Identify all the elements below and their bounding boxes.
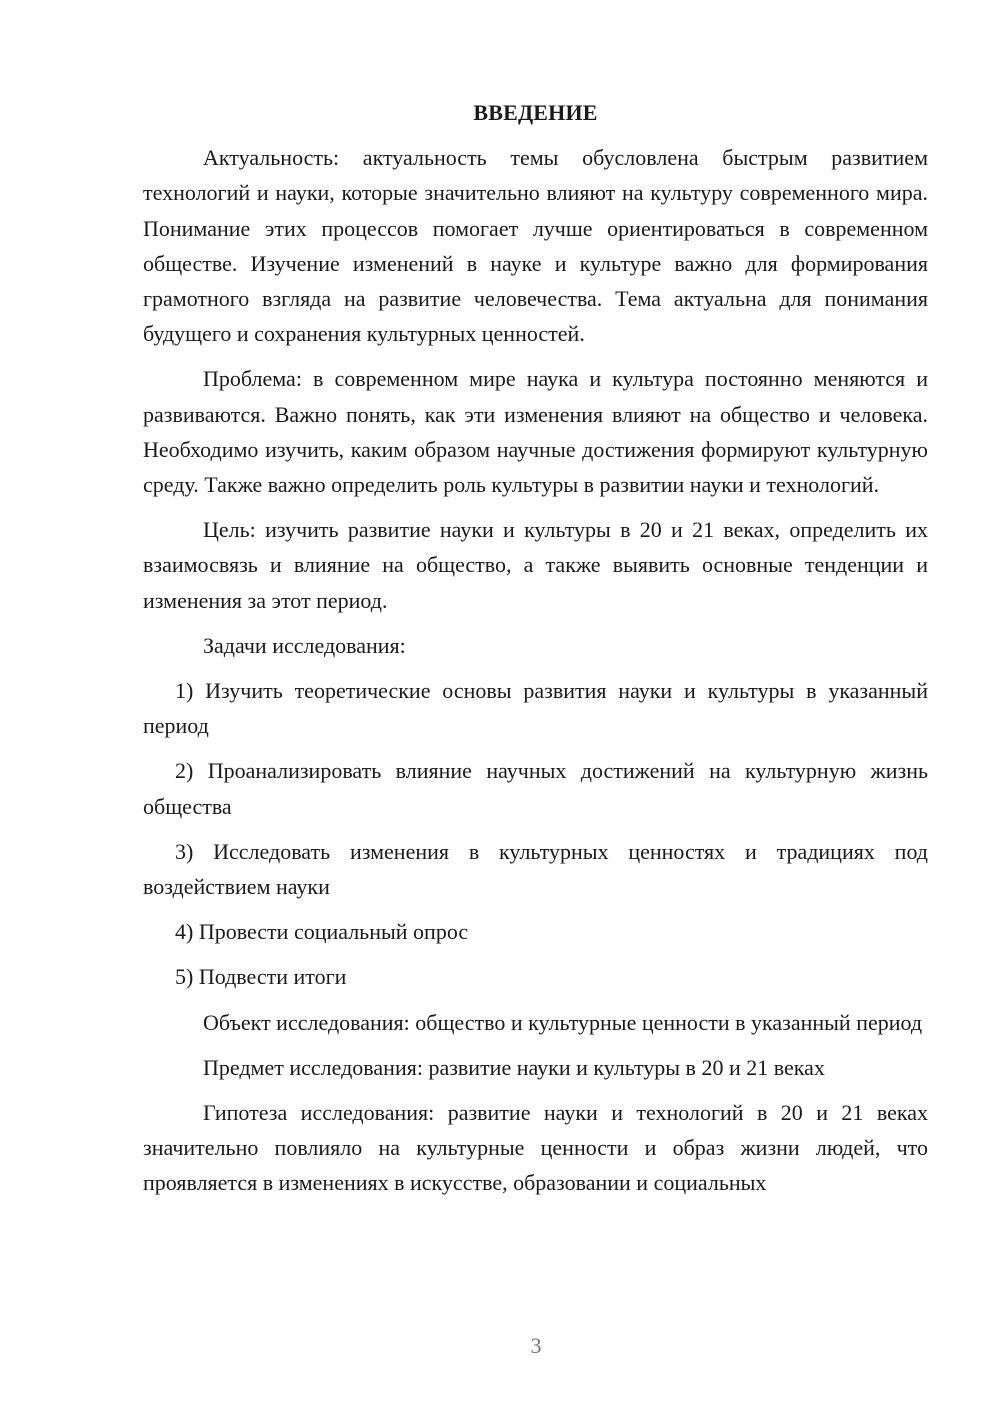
paragraph-object: Объект исследования: общество и культурные ценности в указанный период <box>203 1009 923 1035</box>
paragraph-relevance: Актуальность: актуальность темы обусловлена быстрым развитием технологий и науки, которые значительно влияют на культуру современного мира. Понимание этих процессов помогает лучше ориентироваться в современном обществе. Изучение изменений в науке и культуре важно для формирования грамотного взгляда на развитие человечества. Тема актуальна для понимания будущего и сохранения культурных ценностей. <box>143 145 928 347</box>
task-item-3: 3) Исследовать изменения в культурных ценностях и традициях под воздействием науки <box>143 838 928 900</box>
task-item-5: 5) Подвести итоги <box>175 964 347 990</box>
task-item-2: 2) Проанализировать влияние научных достижений на культурную жизнь общества <box>143 758 928 819</box>
paragraph-subject: Предмет исследования: развитие науки и культуры в 20 и 21 веках <box>203 1054 825 1080</box>
task-item-4: 4) Провести социальный опрос <box>175 919 469 945</box>
section-title: ВВЕДЕНИЕ <box>473 100 598 125</box>
paragraph-problem: Проблема: в современном мире наука и культура постоянно меняются и развиваются. Важно понять, как эти изменения влияют на общество и человека. Необходимо изучить, каким образом научные достижения формируют культурную среду. Также важно определить роль культуры в развитии науки и технологий. <box>143 366 928 498</box>
task-item-1: 1) Изучить теоретические основы развития науки и культуры в указанный период <box>143 678 928 739</box>
page-content <box>143 95 928 1211</box>
paragraph-hypothesis: Гипотеза исследования: развитие науки и технологий в 20 и 21 веках значительно повлияло на культурные ценности и образ жизни людей, что проявляется в изменениях в искусстве, образовании и социальных <box>143 1100 928 1196</box>
paragraph-goal: Цель: изучить развитие науки и культуры в 20 и 21 веках, определить их взаимосвязь и влияние на общество, а также выявить основные тенденции и изменения за этот период. <box>143 517 928 613</box>
paragraph-tasks-heading: Задачи исследования: <box>203 632 406 658</box>
page-number: 3 <box>530 1333 542 1358</box>
